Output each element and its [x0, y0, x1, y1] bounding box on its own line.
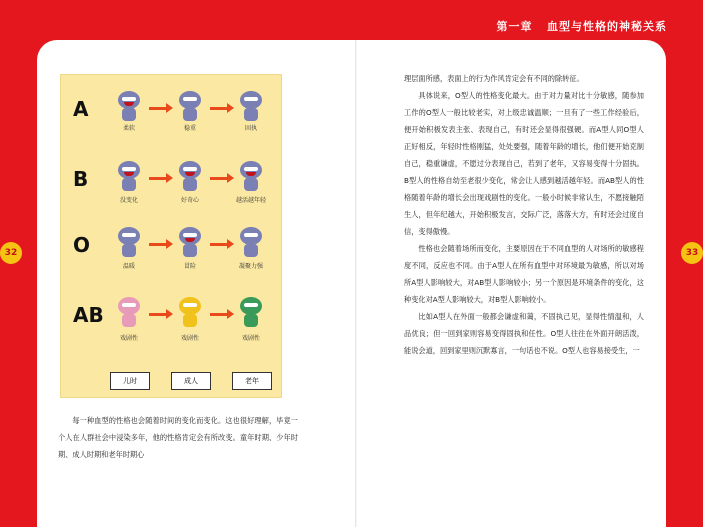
caption: 戏剧性: [241, 335, 260, 342]
arrow-icon: [149, 313, 167, 316]
arrow-icon: [210, 313, 228, 316]
caption: 固执: [244, 125, 257, 132]
right-lead-line: 理层面所感，表面上的行为作风肯定会有不同的除转征。: [404, 74, 584, 83]
age-label-old: 老年: [232, 372, 272, 390]
right-paragraph-1: 具体说来，O型人的性格变化最大。由于对力量对比十分敏感，随参加工作的O型人一般比较老实，对上级忠诚温顺；一旦有了一些工作经验后，便开始积极发表主张、表现自己，有时还会显得很强硬。而A型人同O型人正好相反，年轻时性格刚猛，处处要强，随着年龄的增长，他们便开始克制自己，稳重谦虚，不愿过分表现自己，若到了老年，又容易变得十分固执。B型人的性格自幼至老很少变化，常会让人感到越活越年轻。而AB型人的性格随着年龄的增长会出现戏剧性的变化。一般小时候非常认生，不愿接触陌生人，但年纪越大，开始积极发言，交际广泛，落落大方，有时还会过度自信，变得傲慢。: [404, 91, 644, 236]
character-a-child: [116, 91, 142, 121]
left-paragraph: 每一种血型的性格也会随着时间的变化而变化。这也很好理解，毕竟一个人在人群社会中浸染多年，他的性格肯定会有所改变。童年时期、少年时期、成人时期和老年时期心: [58, 416, 298, 459]
caption: 稳重: [183, 125, 196, 132]
right-body-text: [404, 70, 644, 359]
caption: 凝聚力强: [238, 263, 263, 270]
chapter-title: 血型与性格的神秘关系: [547, 20, 667, 33]
caption: 柔软: [122, 125, 135, 132]
character-ab-child: [116, 297, 142, 327]
arrow-icon: [149, 107, 167, 110]
type-label-ab: AB: [73, 303, 104, 327]
caption: 好奇心: [180, 197, 199, 204]
character-o-child: [116, 227, 142, 257]
arrow-icon: [149, 243, 167, 246]
page-number-left: 32: [0, 242, 22, 264]
type-label-a: A: [73, 97, 89, 121]
book-spine: [355, 40, 357, 527]
character-a-old: [238, 91, 264, 121]
arrow-icon: [149, 177, 167, 180]
character-b-adult: [177, 161, 203, 191]
caption: 冒险: [183, 263, 196, 270]
arrow-icon: [210, 177, 228, 180]
character-b-old: [238, 161, 264, 191]
character-o-adult: [177, 227, 203, 257]
type-label-o: O: [73, 233, 91, 257]
caption: 越活越年轻: [235, 197, 266, 204]
character-ab-old: [238, 297, 264, 327]
right-paragraph-3: 比如A型人在外面一般都会谦虚和蔼，不固执己见，显得性情温和，人品优良；但一回到家则容易变得固执和任性。O型人往往在外面开朗活泼，能说会道，回到家里则沉默寡言，一句话也不说。O型人也容易接受生，一: [404, 312, 644, 355]
left-body-text: [58, 412, 298, 463]
chapter-number: 第一章: [496, 20, 533, 33]
age-label-adult: 成人: [171, 372, 211, 390]
arrow-icon: [210, 243, 228, 246]
caption: 戏剧性: [119, 335, 138, 342]
caption: 戏剧性: [180, 335, 199, 342]
age-label-child: 儿时: [110, 372, 150, 390]
caption: 没变化: [119, 197, 138, 204]
chapter-header: [497, 18, 668, 34]
character-o-old: [238, 227, 264, 257]
caption: 温暖: [122, 263, 135, 270]
page-number-right: 33: [681, 242, 703, 264]
character-b-child: [116, 161, 142, 191]
character-ab-adult: [177, 297, 203, 327]
arrow-icon: [210, 107, 228, 110]
character-a-adult: [177, 91, 203, 121]
blood-type-illustration: [60, 74, 282, 398]
right-paragraph-2: 性格也会随着场所而变化，主要原因在于不同血型的人对场所的敏感程度不同，反应也不同。由于A型人在所有血型中对环境最为敏感，所以对场所A型人影响较大，对AB型人影响较小；另一个原因是环境条件的变化，这种变化对A型人影响较大，对B型人影响较小。: [404, 244, 644, 304]
type-label-b: B: [73, 167, 89, 191]
